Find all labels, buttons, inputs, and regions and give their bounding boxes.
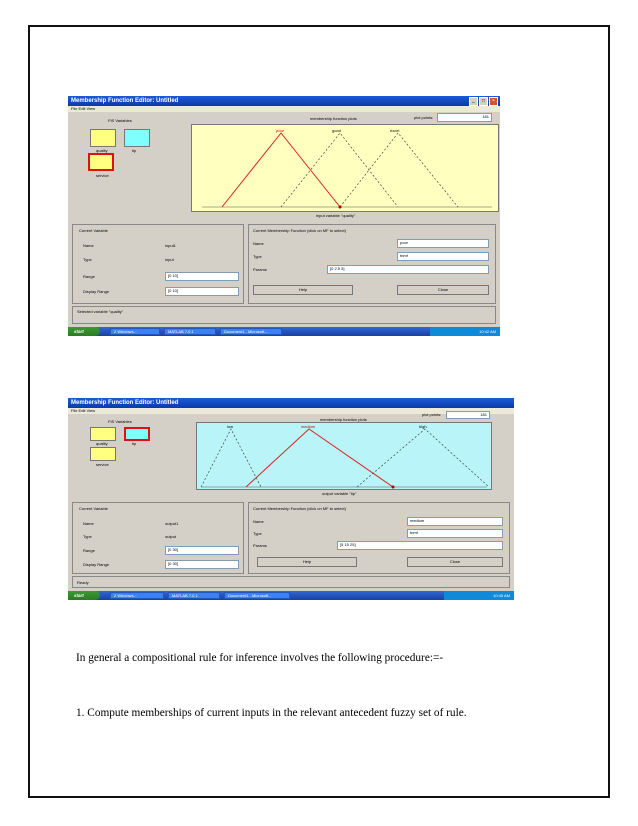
close-icon[interactable]: × [489,97,498,106]
menu-bar[interactable]: File Edit View [68,408,514,414]
display-range-field[interactable]: [0 10] [165,287,239,296]
plot-points-field[interactable]: 181 [437,113,492,122]
mf-label[interactable]: good [332,128,341,133]
variable-service-icon[interactable] [90,447,116,461]
display-range-label: Display Range [83,562,110,567]
taskbar-item[interactable]: 2 Windows... [110,328,160,335]
params-field[interactable]: [5 15 25] [337,541,503,550]
mf-type-label: Type [253,254,262,259]
mf-plot[interactable] [191,124,499,212]
x-axis-label: input variable "quality" [316,213,356,218]
status-text: Ready [77,580,89,585]
mf-label[interactable]: low [227,424,234,429]
fis-variables-label: FIS Variables [108,118,132,123]
window-title: Membership Function Editor: Untitled [71,400,179,406]
close-button[interactable]: Close [407,557,503,567]
paragraph-procedure-intro: In general a compositional rule for inference involves the following procedure:=- [76,652,444,664]
current-mf-header: Current Membership Function (click on MF to select) [253,228,346,233]
status-bar [72,306,496,324]
plot-points-label: plot points: [422,412,442,417]
mf-plot[interactable] [196,422,492,490]
type-value: output [165,534,177,539]
minimize-icon[interactable]: _ [469,97,478,106]
mf-type-label: Type [253,531,262,536]
taskbar-item[interactable]: MATLAB 7.0.1 [164,328,216,335]
variable-tip-icon[interactable] [124,129,150,147]
mf-label[interactable]: medium [301,424,316,429]
help-button[interactable]: Help [257,557,357,567]
mf-type-select[interactable]: trimf [407,529,503,538]
variable-label: quality [96,148,108,153]
fis-variables-label: FIS Variables [108,419,132,424]
mf-type-select[interactable]: trimf [397,252,489,261]
taskbar-item[interactable]: MATLAB 7.0.1 [168,592,220,599]
name-value: input1 [165,243,176,248]
taskbar-item[interactable]: Document1 - Microsoft... [220,328,282,335]
system-tray: 10:45 AM [444,591,514,600]
screenshot-1 [68,96,500,336]
menu-bar[interactable]: File Edit View [68,106,500,112]
variable-tip-icon[interactable] [124,427,150,441]
params-label: Params [253,543,267,548]
mf-name-label: Name [253,241,264,246]
name-value: output1 [165,521,179,526]
paragraph-step-1: 1. Compute memberships of current inputs in the relevant antecedent fuzzy set of rule. [76,707,467,719]
display-range-label: Display Range [83,289,110,294]
type-label: Type [83,257,92,262]
variable-service-icon[interactable] [88,153,114,171]
params-field[interactable]: [0 2.5 5] [327,265,489,274]
range-field[interactable]: [0 30] [165,546,239,555]
name-label: Name [83,243,94,248]
mf-name-field[interactable]: medium [407,517,503,526]
maximize-icon[interactable]: □ [479,97,488,106]
x-axis-label: output variable "tip" [322,491,357,496]
variable-quality-icon[interactable] [90,129,116,147]
variable-quality-icon[interactable] [90,427,116,441]
current-variable-header: Current Variable [79,228,108,233]
type-value: input [165,257,174,262]
plot-title: membership function plots [320,417,367,422]
current-variable-panel [72,502,244,574]
start-button[interactable]: start [68,591,100,600]
params-label: Params [253,267,267,272]
mf-name-field[interactable]: poor [397,239,489,248]
display-range-field[interactable]: [0 30] [165,560,239,569]
current-mf-panel [248,502,510,574]
help-button[interactable]: Help [253,285,353,295]
mf-label[interactable]: excel [390,128,400,133]
status-text: Selected variable "quality" [77,309,124,314]
variable-label: tip [132,148,137,153]
plot-title: membership function plots [310,116,357,121]
name-label: Name [83,521,94,526]
title-bar[interactable] [68,398,514,408]
system-tray: 10:42 AM [430,327,500,336]
range-label: Range [83,274,95,279]
taskbar-item[interactable]: Document1 - Microsoft... [224,592,290,599]
type-label: Type [83,534,92,539]
window-title: Membership Function Editor: Untitled [71,98,179,104]
screenshot-2 [68,398,514,600]
plot-points-label: plot points: [414,115,434,120]
title-bar[interactable] [68,96,500,106]
current-mf-panel [248,224,496,304]
variable-label: service [96,173,109,178]
current-variable-header: Current Variable [79,506,108,511]
range-field[interactable]: [0 10] [165,272,239,281]
variable-label: quality [96,441,108,446]
mf-label[interactable]: poor [276,128,285,133]
plot-points-field[interactable]: 181 [446,411,490,419]
current-mf-header: Current Membership Function (click on MF to select) [253,506,346,511]
start-button[interactable]: start [68,327,100,336]
current-variable-panel [72,224,244,304]
taskbar [68,327,500,336]
mf-plot-svg [192,125,498,211]
mf-name-label: Name [253,519,264,524]
taskbar-item[interactable]: 2 Windows... [110,592,164,599]
range-label: Range [83,548,95,553]
variable-label: service [96,462,109,467]
variable-label: tip [132,441,137,446]
taskbar [68,591,514,600]
mf-label[interactable]: high [419,424,427,429]
mf-plot-svg [197,423,491,489]
status-bar [72,576,510,588]
close-button[interactable]: Close [397,285,489,295]
